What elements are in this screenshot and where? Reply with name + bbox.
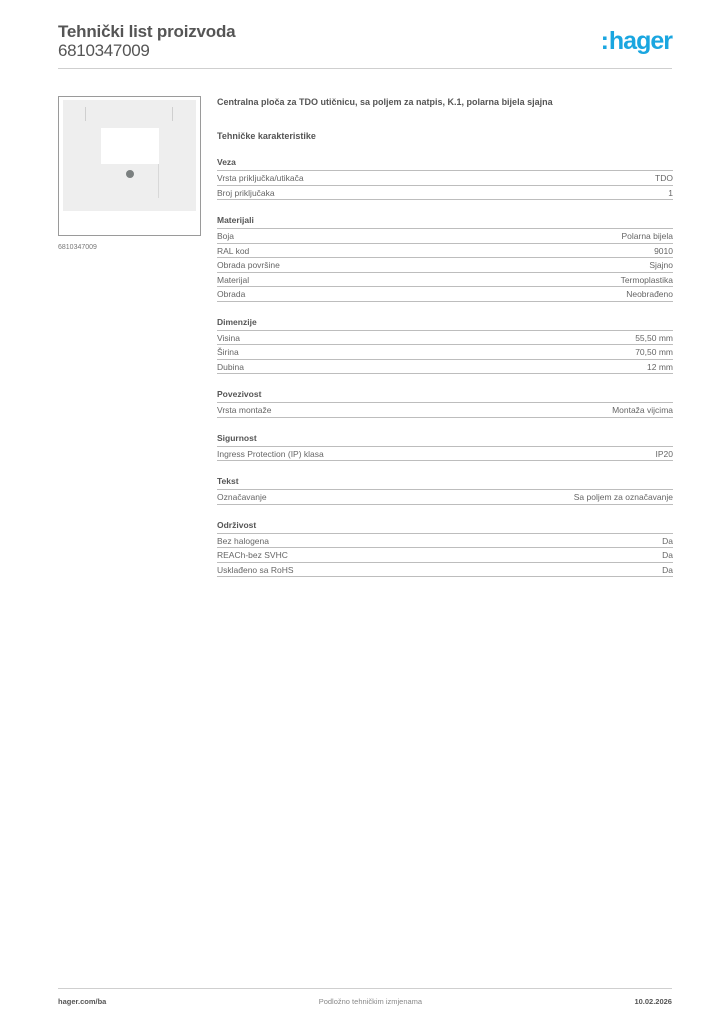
spec-row (217, 287, 673, 302)
spec-row (217, 563, 673, 578)
group-title: Sigurnost (217, 432, 673, 447)
spec-label: Usklađeno sa RoHS (217, 564, 294, 575)
spec-value: IP20 (655, 448, 673, 459)
spec-value: 9010 (654, 245, 673, 256)
product-description: Centralna ploča za TDO utičnicu, sa poljem za natpis, K.1, polarna bijela sjajna (217, 97, 553, 107)
footer-website: hager.com/ba (58, 997, 107, 1006)
spec-value: 12 mm (647, 361, 673, 372)
spec-value: Neobrađeno (626, 289, 673, 299)
image-caption: 6810347009 (58, 244, 97, 251)
cover-plate-illustration (63, 100, 196, 211)
group-title: Materijali (217, 214, 673, 229)
spec-row (217, 447, 673, 462)
spec-group-tekst (217, 475, 673, 505)
spec-label: Broj priključaka (217, 187, 275, 198)
spec-label: Obrada (217, 289, 246, 299)
spec-row (217, 229, 673, 244)
spec-row (217, 171, 673, 186)
spec-group-materijali (217, 214, 673, 302)
group-title: Tekst (217, 475, 673, 490)
footer-date: 10.02.2026 (634, 997, 672, 1006)
spec-row (217, 244, 673, 259)
spec-content (217, 96, 673, 577)
spec-value: Polarna bijela (621, 231, 673, 241)
group-title: Veza (217, 156, 673, 171)
spec-label: RAL kod (217, 245, 250, 256)
spec-label: Vrsta montaže (217, 405, 272, 415)
footer-divider (58, 988, 672, 989)
spec-row (217, 403, 673, 418)
spec-group-dimenzije (217, 316, 673, 375)
spec-label: Ingress Protection (IP) klasa (217, 448, 324, 459)
document-footer (58, 997, 672, 1006)
document-title: Tehnički list proizvoda (58, 22, 236, 41)
spec-group-veza (217, 156, 673, 200)
hager-logo (601, 27, 672, 55)
header-divider (58, 68, 672, 69)
spec-label: Širina (217, 347, 239, 357)
group-title: Održivost (217, 519, 673, 534)
spec-row (217, 490, 673, 505)
spec-row (217, 360, 673, 375)
spec-value: Termoplastika (620, 274, 673, 285)
screw-icon (126, 170, 134, 178)
group-title: Povezivost (217, 388, 673, 403)
spec-label: Vrsta priključka/utikača (217, 173, 304, 183)
product-number: 6810347009 (58, 41, 150, 60)
spec-value: Da (662, 535, 673, 546)
spec-value: Sjajno (649, 260, 673, 270)
spec-label: Dubina (217, 361, 244, 372)
spec-group-sigurnost (217, 432, 673, 462)
specs-heading: Tehničke karakteristike (217, 131, 316, 141)
spec-row (217, 258, 673, 273)
spec-label: Boja (217, 231, 235, 241)
spec-value: Montaža vijcima (612, 405, 673, 415)
spec-label: REACh-bez SVHC (217, 550, 288, 560)
spec-value: 70,50 mm (635, 347, 673, 357)
spec-value: Sa poljem za označavanje (573, 492, 673, 502)
spec-label: Visina (217, 332, 240, 343)
spec-row (217, 331, 673, 346)
spec-group-povezivost (217, 388, 673, 418)
spec-label: Označavanje (217, 492, 267, 502)
spec-row (217, 273, 673, 288)
logo-text: hager (608, 27, 672, 55)
spec-row (217, 186, 673, 201)
product-image (58, 96, 201, 236)
spec-label: Bez halogena (217, 535, 269, 546)
spec-row (217, 548, 673, 563)
spec-value: TDO (655, 173, 673, 183)
spec-row (217, 345, 673, 360)
spec-row (217, 534, 673, 549)
document-header (58, 22, 672, 60)
spec-value: 1 (668, 187, 673, 198)
socket-opening-shape (101, 128, 159, 164)
spec-label: Obrada površine (217, 260, 280, 270)
spec-group-odrzivost (217, 519, 673, 578)
label-field-shape (85, 107, 173, 121)
spec-label: Materijal (217, 274, 250, 285)
spec-value: Da (662, 564, 673, 575)
spec-value: 55,50 mm (635, 332, 673, 343)
footer-note: Podložno tehničkim izmjenama (318, 997, 423, 1006)
group-title: Dimenzije (217, 316, 673, 331)
logo-colon: : (600, 27, 608, 55)
spec-value: Da (662, 550, 673, 560)
